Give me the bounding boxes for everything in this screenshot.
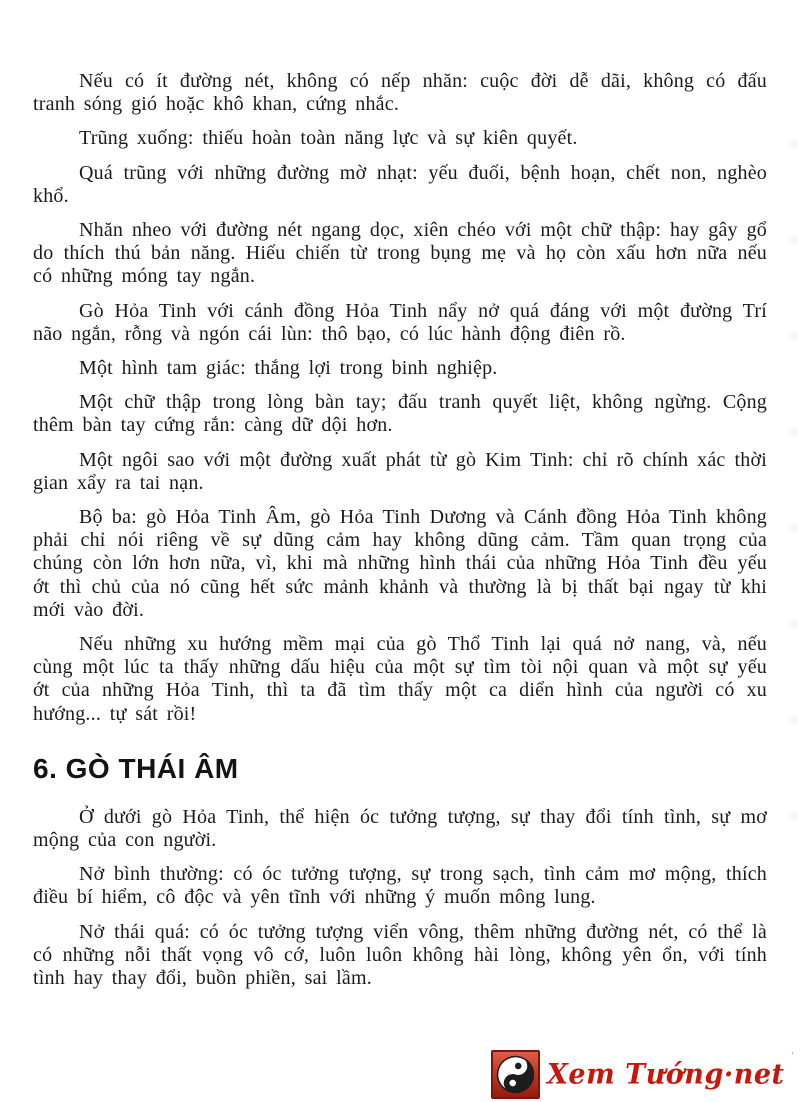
paragraph: Trũng xuống: thiếu hoàn toàn năng lực và sự kiên quyết. (79, 127, 578, 150)
paragraph: Nhăn nheo với đường nét ngang dọc, xiên chéo với một chữ thập: hay gây gổ do thích thú bản năng. Hiếu chiến từ trong bụng mẹ và họ còn xấu hơn nữa nếu có những móng tay ngắn. (33, 219, 767, 288)
paragraph: Nở bình thường: có óc tưởng tượng, sự trong sạch, tình cảm mơ mộng, thích điều bí hiểm, cô độc và yên tĩnh với những ý muốn mông lung. (33, 863, 767, 909)
paragraph: Nở thái quá: có óc tưởng tượng viển vông, thêm những đường nét, có thể là có những nỗi thất vọng vô cớ, luôn luôn không hài lòng, không yên ổn, với tính tình hay thay đổi, buồn phiền, sai lầm. (33, 920, 767, 990)
xemtuong-watermark (491, 1048, 794, 1100)
paragraph: Quá trũng với những đường mờ nhạt: yếu đuối, bệnh hoạn, chết non, nghèo khổ. (33, 161, 767, 207)
paragraph: Nếu có ít đường nét, không có nếp nhăn: cuộc đời dễ dãi, không có đấu tranh sóng gió hoặc khô khan, cứng nhắc. (33, 70, 767, 116)
page-text-block (33, 70, 767, 1001)
section-heading: 6. GÒ THÁI ÂM (33, 752, 239, 784)
paragraph: Bộ ba: gò Hỏa Tinh Âm, gò Hỏa Tinh Dương và Cánh đồng Hỏa Tinh không phải chỉ nói riêng về sự dũng cảm hay không dũng cảm. Tầm quan trọng của chúng còn lớn hơn nữa, vì, khi mà những hình thái của những Hỏa Tinh đều yếu ớt thì chủ của nó cũng hết sức mảnh khảnh và thường là bị thất bại ngay từ khi mới vào đời. (33, 506, 767, 621)
scan-bleed-artifacts (788, 140, 798, 840)
paragraph: Một hình tam giác: thắng lợi trong binh nghiệp. (79, 357, 498, 380)
paragraph: Một chữ thập trong lòng bàn tay; đấu tranh quyết liệt, không ngừng. Cộng thêm bàn tay cứng rắn: càng dữ dội hơn. (33, 391, 767, 437)
paragraph: Gò Hỏa Tinh với cánh đồng Hỏa Tinh nẩy nở quá đáng với một đường Trí não ngắn, rỗng và ngón cái lùn: thô bạo, có lúc hành động điên rồ. (33, 299, 767, 345)
yin-yang-icon (491, 1050, 540, 1099)
paragraph: Một ngôi sao với một đường xuất phát từ gò Kim Tinh: chỉ rõ chính xác thời gian xẩy ra tai nạn. (33, 448, 767, 494)
watermark-site-name: Xem Tướng·net (546, 1057, 785, 1091)
paragraph: Ở dưới gò Hỏa Tinh, thể hiện óc tưởng tượng, sự thay đổi tính tình, sự mơ mộng của con người. (33, 805, 767, 852)
watermark-trademark-mark: ' (791, 1052, 794, 1062)
paragraph: Nếu những xu hướng mềm mại của gò Thổ Tinh lại quá nở nang, và, nếu cùng một lúc ta thấy những dấu hiệu của một sự tìm tòi nội quan và một sự yếu ớt của những Hỏa Tinh, thì ta đã tìm thấy một ca diển hình của người có xu hướng... tự sát rồi! (33, 633, 767, 725)
